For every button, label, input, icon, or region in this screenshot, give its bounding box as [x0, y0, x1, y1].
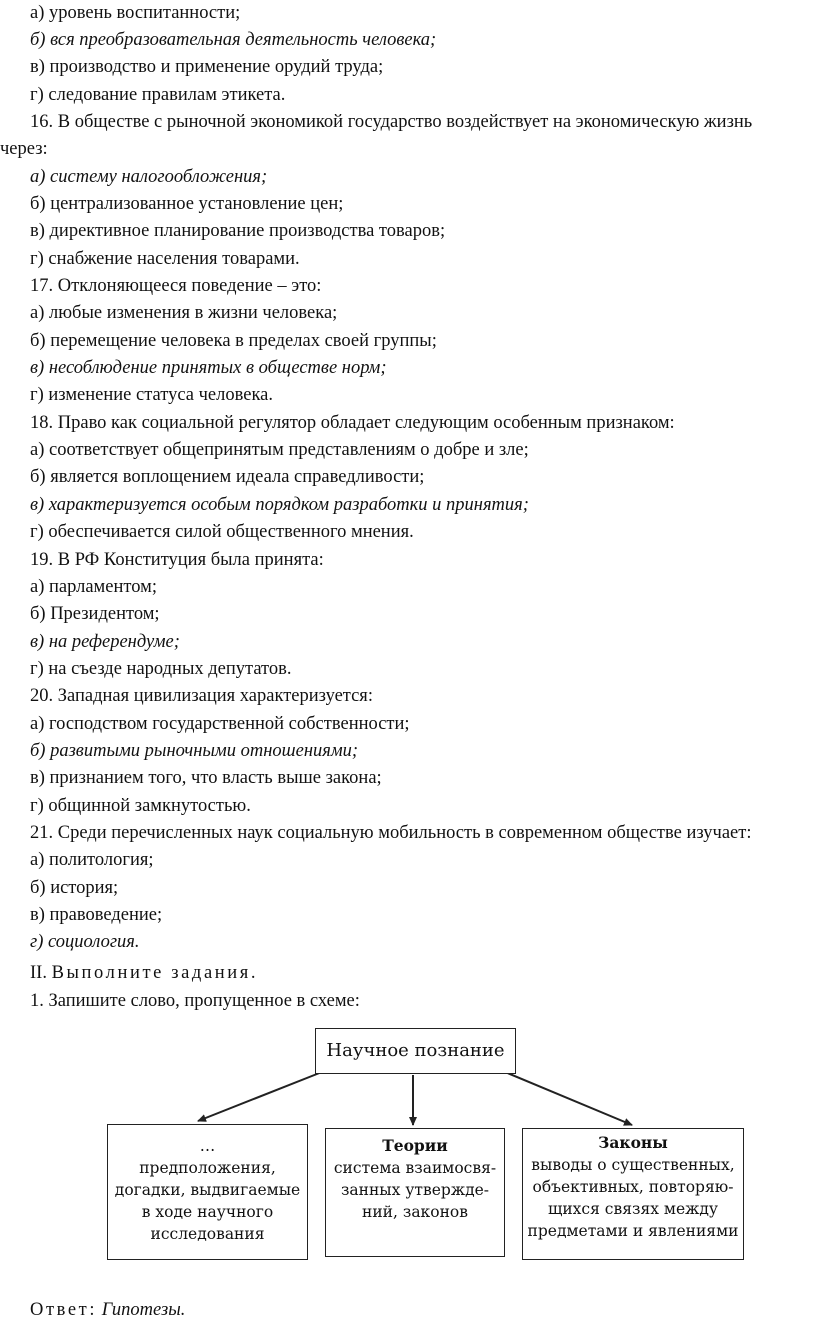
diagram-box-laws-title: Законы [598, 1133, 668, 1152]
q21-option-b: б) история; [30, 878, 119, 898]
q15-option-d: г) следование правилам этикета. [30, 85, 286, 105]
q17-option-d: г) изменение статуса человека. [30, 385, 273, 405]
diagram-box-hypotheses [107, 1124, 308, 1260]
q21-option-c: в) правоведение; [30, 905, 163, 925]
arrow-to-laws [505, 1072, 632, 1125]
diagram-box-theories-title: Теории [382, 1136, 448, 1155]
q18-question: 18. Право как социальной регулятор обладает следующим особенным признаком: [30, 413, 675, 433]
diagram-box-hypotheses-line: предположения, [139, 1159, 276, 1177]
diagram-box-hypotheses-line: исследования [150, 1225, 265, 1243]
q21-option-d: г) социология. [30, 932, 140, 952]
diagram-box-hypotheses-title: … [199, 1137, 216, 1155]
diagram-box-laws-line: выводы о существенных, [531, 1156, 735, 1174]
q17-option-a: а) любые изменения в жизни человека; [30, 303, 338, 323]
q20-option-a: а) господством государственной собственности; [30, 714, 410, 734]
answer-line [30, 1297, 185, 1323]
diagram-box-laws-line: щихся связях между [547, 1200, 719, 1218]
diagram-box-laws [522, 1128, 744, 1260]
answer-value: Гипотезы. [101, 1300, 186, 1320]
diagram-box-theories-line: занных утвержде- [340, 1181, 490, 1199]
q15-option-b: б) вся преобразовательная деятельность человека; [30, 30, 437, 50]
q17-option-b: б) перемещение человека в пределах своей группы; [30, 331, 437, 351]
diagram-box-hypotheses-line: в ходе научного [141, 1203, 274, 1221]
q16-option-b: б) централизованное установление цен; [30, 194, 344, 214]
diagram-root-label: Научное познание [326, 1040, 505, 1061]
q16-option-c: в) директивное планирование производства товаров; [30, 221, 446, 241]
diagram-box-theories [325, 1128, 505, 1257]
q20-option-c: в) признанием того, что власть выше закона; [30, 768, 382, 788]
q17-question: 17. Отклоняющееся поведение – это: [30, 276, 322, 296]
diagram-box-laws-line: предметами и явлениями [527, 1222, 739, 1240]
q20-question: 20. Западная цивилизация характеризуется: [30, 686, 373, 706]
section-2-numeral: II. [30, 963, 52, 983]
q20-option-d: г) общинной замкнутостью. [30, 796, 251, 816]
q18-option-c: в) характеризуется особым порядком разработки и принятия; [30, 495, 529, 515]
q18-option-b: б) является воплощением идеала справедливости; [30, 467, 425, 487]
q20-option-b: б) развитыми рыночными отношениями; [30, 741, 359, 761]
q18-option-d: г) обеспечивается силой общественного мнения. [30, 522, 414, 542]
q15-option-c: в) производство и применение орудий труда; [30, 57, 384, 77]
q21-question: 21. Среди перечисленных наук социальную мобильность в современном обществе изучает: [30, 823, 752, 843]
diagram-box-theories-line: ний, законов [362, 1203, 468, 1221]
section-2-title: Выполните задания. [51, 963, 259, 983]
diagram-box-laws-line: объективных, повторяю- [532, 1178, 734, 1196]
q16-option-a: а) систему налогообложения; [30, 167, 268, 187]
q16-option-d: г) снабжение населения товарами. [30, 249, 300, 269]
q19-option-c: в) на референдуме; [30, 632, 180, 652]
task-1-prompt: 1. Запишите слово, пропущенное в схеме: [30, 991, 360, 1011]
q21-option-a: а) политология; [30, 850, 154, 870]
q16-question-continuation: через: [0, 139, 48, 159]
diagram-box-hypotheses-line: догадки, выдвигаемые [114, 1181, 301, 1199]
q19-option-b: б) Президентом; [30, 604, 160, 624]
answer-label: Ответ: [30, 1300, 98, 1320]
q15-option-a: а) уровень воспитанности; [30, 3, 241, 23]
q19-question: 19. В РФ Конституция была принята: [30, 550, 324, 570]
diagram-root-box [315, 1028, 516, 1074]
q19-option-a: а) парламентом; [30, 577, 157, 597]
arrow-to-hypotheses [198, 1072, 322, 1121]
q16-question: 16. В обществе с рыночной экономикой государство воздействует на экономическую жизнь [30, 112, 753, 132]
q17-option-c: в) несоблюдение принятых в обществе норм; [30, 358, 387, 378]
q19-option-d: г) на съезде народных депутатов. [30, 659, 292, 679]
diagram-box-theories-line: система взаимосвя- [333, 1159, 497, 1177]
q18-option-a: а) соответствует общепринятым представлениям о добре и зле; [30, 440, 529, 460]
